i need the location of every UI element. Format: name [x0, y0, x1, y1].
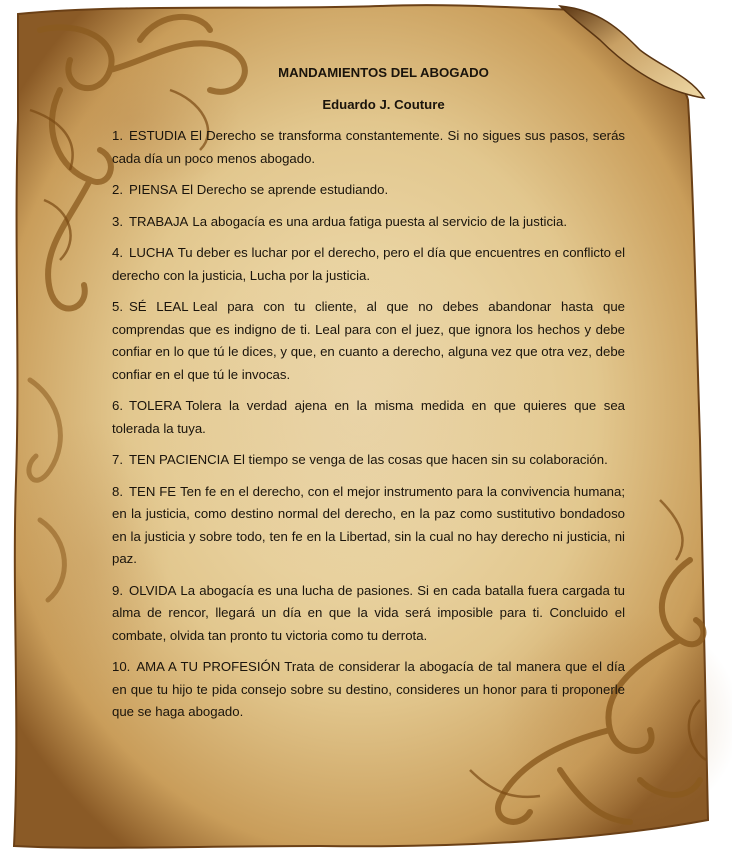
commandment-keyword: TEN PACIENCIA — [129, 452, 230, 467]
document-title: MANDAMIENTOS DEL ABOGADO — [278, 65, 489, 80]
commandment-9 — [112, 580, 625, 648]
commandment-number: 3. — [112, 213, 123, 229]
commandment-text: La abogacía es una lucha de pasiones. Si en cada batalla fuera cargada tu alma de rencor, llegará un día en que la vida será imposible para ti. Concluido el combate, olvida tan pronto tu victoria como tu derrota. — [112, 582, 625, 643]
commandment-text: Leal para con tu cliente, al que no debes abandonar hasta que comprendas que es indigno de ti. Leal para con el juez, que ignora los hechos y debe confiar en lo que tú le dices, y que, en cuanto a derecho, alguna vez que otra vez, debe confiar en el que tú le invocas. — [112, 299, 625, 382]
commandment-number: 8. — [112, 483, 123, 499]
commandment-6 — [112, 395, 625, 440]
commandment-text: La abogacía es una ardua fatiga puesta al servicio de la justicia. — [192, 213, 567, 229]
commandment-text: El Derecho se transforma constantemente. Si no sigues sus pasos, serás cada día un poco menos abogado. — [112, 128, 625, 166]
document-content — [112, 62, 625, 733]
commandment-keyword: ESTUDIA — [129, 128, 187, 143]
commandment-text: Tu deber es luchar por el derecho, pero el día que encuentres en conflicto el derecho con la justicia, Lucha por la justicia. — [112, 245, 625, 283]
commandment-number: 4. — [112, 245, 123, 260]
commandment-3 — [112, 211, 625, 234]
commandment-4 — [112, 242, 625, 287]
commandment-5 — [112, 296, 625, 386]
commandment-keyword: AMA A TU PROFESIÓN — [136, 659, 281, 674]
commandment-keyword: PIENSA — [129, 182, 178, 197]
commandment-number: 2. — [112, 182, 123, 197]
commandment-1 — [112, 125, 625, 170]
commandment-8 — [112, 481, 625, 571]
commandment-7 — [112, 449, 625, 472]
commandment-text: Trata de considerar la abogacía de tal manera que el día en que tu hijo te pida consejo sobre su destino, consideres un honor para ti proponerle que se haga abogado. — [112, 659, 625, 719]
commandment-number: 5. — [112, 299, 123, 314]
commandment-number: 1. — [112, 128, 123, 143]
commandment-keyword: SÉ LEAL — [129, 299, 189, 314]
commandment-number: 10. — [112, 659, 131, 674]
commandment-text: Ten fe en el derecho, con el mejor instrumento para la convivencia humana; en la justicia, como destino normal del derecho, en la paz como sustitutivo bondadoso en la justicia y sobre todo, ten fe en la Libertad, sin la cual no hay derecho ni justicia, ni paz. — [112, 483, 626, 566]
commandment-number: 9. — [112, 582, 123, 598]
commandment-keyword: LUCHA — [129, 245, 174, 260]
commandment-2 — [112, 179, 625, 202]
commandment-text: El Derecho se aprende estudiando. — [181, 182, 389, 197]
commandment-keyword: TEN FE — [129, 483, 177, 499]
commandment-number: 7. — [112, 452, 123, 467]
commandment-number: 6. — [112, 398, 123, 413]
document-author: Eduardo J. Couture — [322, 96, 445, 112]
commandment-keyword: TOLERA — [129, 398, 182, 413]
commandment-10 — [112, 656, 625, 724]
commandment-keyword: OLVIDA — [129, 582, 177, 598]
commandment-text: Tolera la verdad ajena en la misma medida en que quieres que sea tolerada la tuya. — [112, 398, 625, 436]
commandment-text: El tiempo se venga de las cosas que hacen sin su colaboración. — [233, 452, 608, 467]
commandment-keyword: TRABAJA — [129, 213, 189, 229]
